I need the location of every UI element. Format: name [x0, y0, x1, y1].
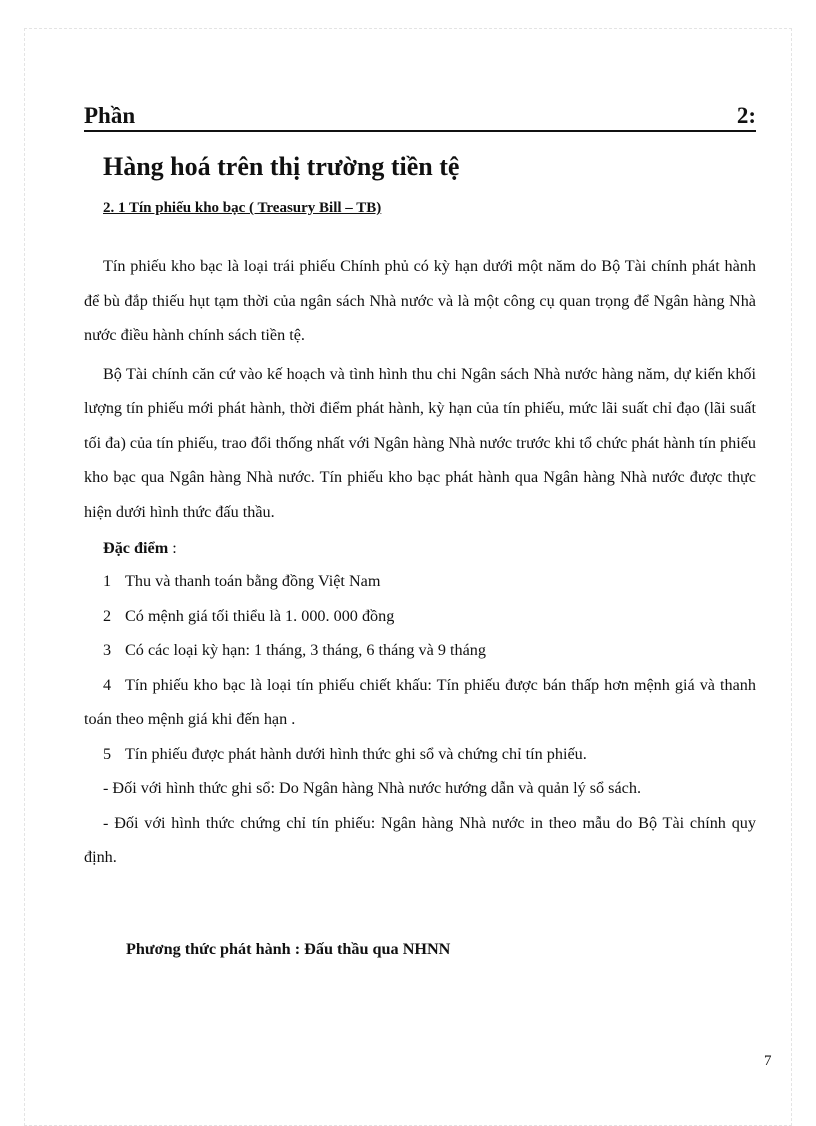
- list-item-number: 2: [103, 606, 112, 625]
- list-item-text: Thu và thanh toán bằng đồng Việt Nam: [125, 572, 381, 590]
- list-item-number: 1: [103, 572, 112, 590]
- part-number: 2:: [736, 103, 756, 128]
- paragraph-2: Bộ Tài chính căn cứ vào kế hoạch và tình hình thu chi Ngân sách Nhà nước hàng năm, dự kiến khối lượng tín phiếu mới phát hành, thời điểm phát hành, kỳ hạn của tín phiếu, mức lãi suất chỉ đạo (lãi suất tối đa) của tín phiếu, trao đổi thống nhất với Ngân hàng Nhà nước trước khi tổ chức phát hành tín phiếu kho bạc qua Ngân hàng Nhà nước. Tín phiếu kho bạc phát hành qua Ngân hàng Nhà nước được thực hiện dưới hình thức đấu thầu.: [84, 364, 756, 521]
- list-item-text: Có mệnh giá tối thiểu là 1. 000. 000 đồng: [125, 606, 395, 625]
- paragraph-1: Tín phiếu kho bạc là loại trái phiếu Chính phủ có kỳ hạn dưới một năm do Bộ Tài chính phát hành để bù đắp thiếu hụt tạm thời của ngân sách Nhà nước và là một công cụ quan trọng để Ngân hàng Nhà nước điều hành chính sách tiền tệ.: [84, 257, 756, 344]
- features-heading-label: Đặc điểm: [103, 539, 169, 557]
- list-item-text: Tín phiếu kho bạc là loại tín phiếu chiết khấu: Tín phiếu được bán thấp hơn mệnh giá và thanh toán theo mệnh giá khi đến hạn .: [84, 675, 756, 728]
- page-title: Hàng hoá trên thị trường tiền tệ: [103, 152, 460, 181]
- list-item-text: Có các loại kỳ hạn: 1 tháng, 3 tháng, 6 tháng và 9 tháng: [125, 641, 486, 659]
- features-heading: [84, 532, 756, 564]
- list-item: [84, 633, 756, 668]
- sub-item-ledger: - Đối với hình thức ghi sổ: Do Ngân hàng Nhà nước hướng dẫn và quản lý sổ sách.: [103, 779, 641, 797]
- list-item: [84, 599, 756, 634]
- document-body: [84, 100, 756, 961]
- section-subtitle: 2. 1 Tín phiếu kho bạc ( Treasury Bill – TB): [103, 200, 382, 216]
- list-item: [84, 737, 756, 772]
- list-item-number: 4: [103, 675, 112, 694]
- issuance-method: Phương thức phát hành : Đấu thầu qua NHNN: [126, 939, 451, 958]
- list-item-number: 3: [103, 641, 112, 659]
- part-heading: [84, 100, 756, 132]
- list-item: [84, 668, 756, 737]
- page-number: 7: [764, 1053, 772, 1069]
- list-item-number: 5: [103, 744, 112, 763]
- sub-item-certificate: - Đối với hình thức chứng chỉ tín phiếu: Ngân hàng Nhà nước in theo mẫu do Bộ Tài chính quy định.: [84, 813, 756, 866]
- features-heading-colon: :: [168, 539, 177, 557]
- list-item: [84, 564, 756, 599]
- list-item-text: Tín phiếu được phát hành dưới hình thức ghi sổ và chứng chỉ tín phiếu.: [125, 744, 587, 763]
- part-word: Phần: [84, 103, 136, 128]
